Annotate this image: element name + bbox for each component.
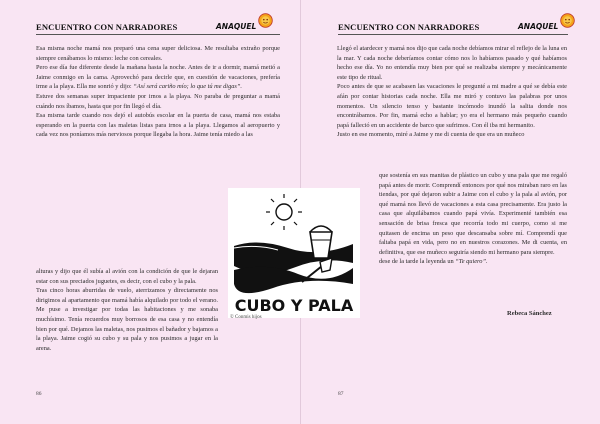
paragraph: Justo en ese momento, miré a Jaime y me di cuenta de que era un muñeco <box>337 131 525 139</box>
illustration-title: CUBO Y PALA <box>234 296 354 315</box>
quote: “Te quiero”. <box>455 258 488 266</box>
quote: “Así será cariño mío; lo que tú me digas”. <box>133 83 242 91</box>
author-signature: Rebeca Sánchez <box>507 310 552 317</box>
paragraph: Esa misma noche mamá nos preparó una cena super deliciosa. Me resultaba extraño porque siempre cenábamos lo mismo: leche con cereales. <box>36 45 280 62</box>
paragraph: que sostenía en sus manitas de plástico un cubo y una pala que me regaló papá antes de morir. Comprendí entonces por qué nos miraban raro en las tiendas, por qué dejaron subir a Jaime con el cubo y la pala al avión, por qué mamá nos llevó de vacaciones a esta casa precisamente. Era justo la casa que alquilábamos cuando papá vivía. Experimenté también esa sensación de brisa fresca que recorría todo mi cuerpo, como si me quitasen de encima un peso que descansaba sobre mí. Comprendí que faltaba papá en vida, pero no en nuestros corazones. Me di cuenta, en definitiva, que ese muñeco seguiría siendo mi hermano para siempre. <box>379 172 567 256</box>
anaquel-logo-text: ANAQUEL <box>518 22 559 31</box>
page-number: 87 <box>338 391 344 397</box>
right-body-text <box>337 44 567 140</box>
paragraph: Poco antes de que se acabasen las vacaciones le pregunté a mi madre a qué se debía este afán por contar historias cada noche. Ella me miró y contuvo las palabras por unos momentos. Un silencio tenso y bastante incómodo inundó la salita donde nos encontrábamos. Por fin, mamá echo a hablar; yo era el hermano más pequeño cuando papá falleció en un accidente de barco que sufrimos. Con él iba mi hermanito. <box>337 83 567 129</box>
sun-logo-icon <box>559 12 576 29</box>
right-body-text-indent <box>379 171 567 267</box>
header-rule <box>36 34 280 35</box>
left-body-text <box>36 44 280 140</box>
left-body-text-narrow <box>36 267 218 353</box>
header-rule <box>338 34 568 35</box>
anaquel-logo-text: ANAQUEL <box>216 22 257 31</box>
paragraph: Pero ese día fue diferente desde la mañana hasta la noche. Antes de ir a dormir, mamá metió a Jaime conmigo en la cama. Aprovechó para decirle que, en cuestión de vacaciones, prefería irme a la playa. Ella me sonrió y dijo: “Así será cariño mío; lo que tú me digas”. <box>36 64 280 91</box>
paragraph: Estuve dos semanas super impaciente por irnos a la playa. No paraba de preguntar a mamá cuándo nos íbamos, hasta que por fin llegó el día. <box>36 92 280 110</box>
page-header: ENCUENTRO CON NARRADORES <box>338 22 480 32</box>
sun-logo-icon <box>257 12 274 29</box>
paragraph: dese de la tarde la leyenda un “Te quiero”. <box>379 258 488 266</box>
paragraph: alturas y dijo que él subía al avión con la condición de que le dejaran estar con sus preciados juguetes, es decir, con el cubo y la pala. <box>36 268 218 285</box>
paragraph: Esa misma tarde cuando nos dejó el autobús escolar en la puerta de casa, mamá nos estaba esperando en la puerta con las maletas listas para irnos a la playa. Llegamos al aeropuerto y cada vez nos poníamos más nerviosos porque llegaba la hora. Jaime tenía miedo a las <box>36 112 280 139</box>
illustration-credit: © Conmis hijos <box>230 315 262 320</box>
cubo-y-pala-illustration <box>228 188 360 318</box>
paragraph: Llegó el atardecer y mamá nos dijo que cada noche debíamos mirar el reflejo de la luna en la mar. Y cada noche deberíamos contar cómo nos lo habíamos pasado y qué habíamos hecho ese día. Yo no entendía muy bien por qué se realizaba siempre y mecánicamente este tipo de ritual. <box>337 45 567 81</box>
page-header: ENCUENTRO CON NARRADORES <box>36 22 178 32</box>
page-number: 86 <box>36 391 42 397</box>
paragraph: Tras cinco horas aburridas de vuelo, aterrizamos y directamente nos dirigimos al apartamento que mamá había alquilado por todo el verano. Me puse a investigar por todas las habitaciones y me sonaba muchísimo. Tenía recuerdos muy borrosos de esa casa y no entendía bien por qué. Dejamos las maletas, nos pusimos el bañador y bajamos a la playa. Jaime cogió su cubo y su pala y nos pusimos a jugar en la arena. <box>36 287 218 352</box>
